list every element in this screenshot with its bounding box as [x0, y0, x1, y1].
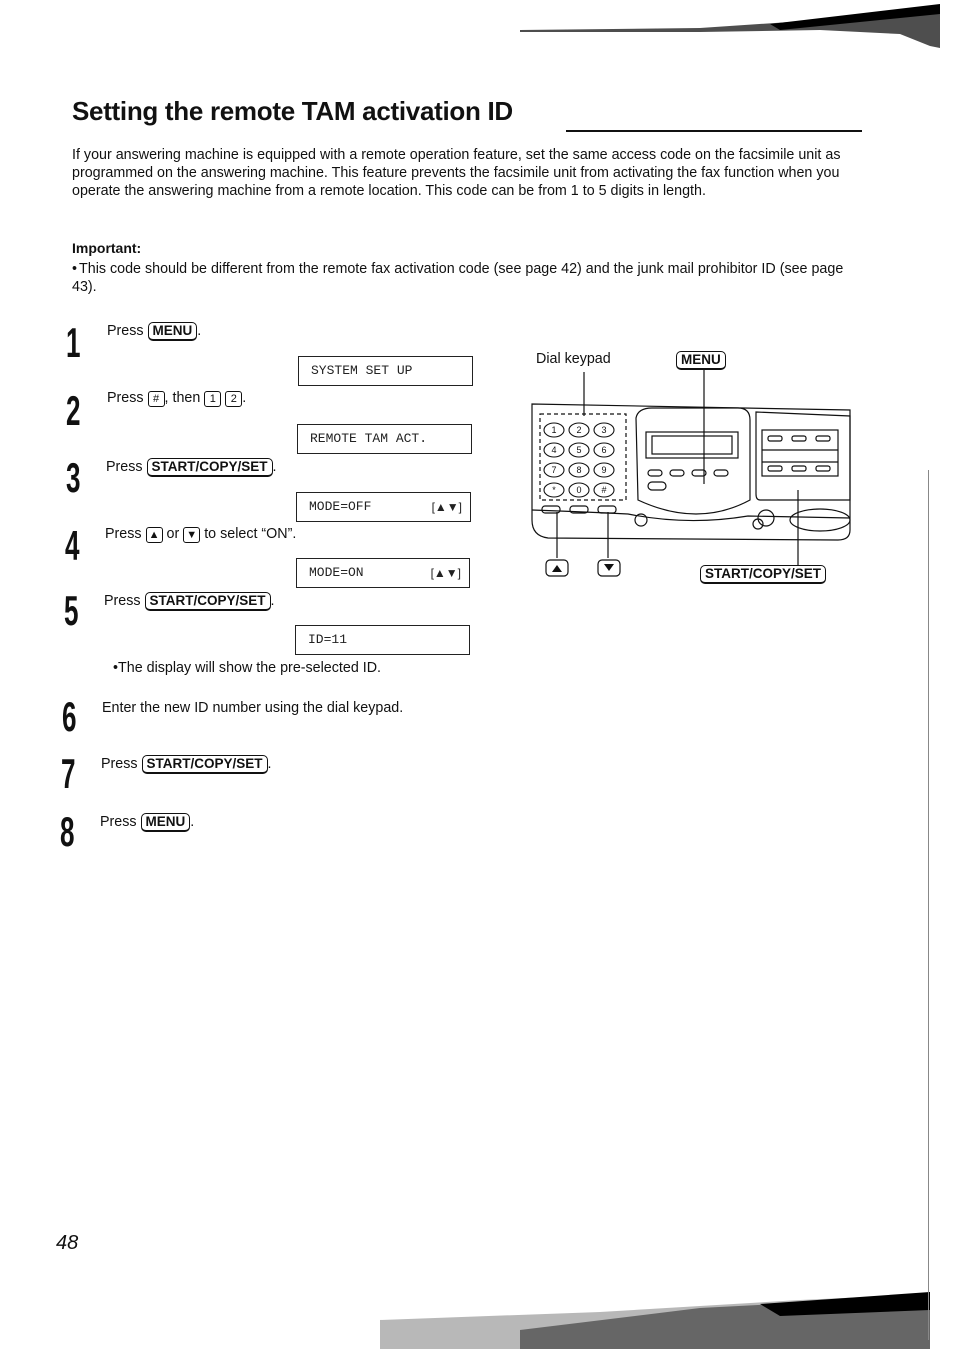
keypad-key-label: 9 [601, 465, 607, 475]
display-text: REMOTE TAM ACT. [310, 431, 428, 446]
important-text: This code should be different from the remote fax activation code (see page 42) and the junk mail prohibitor ID (see page 43). [72, 261, 844, 295]
start-copy-set-key: START/COPY/SET [145, 592, 271, 611]
keypad-key-label: 4 [551, 445, 557, 455]
display-text: ID=11 [308, 632, 348, 647]
period: . [272, 459, 277, 475]
key-2: 2 [225, 391, 242, 407]
up-arrow-key: ▲ [146, 527, 163, 543]
step-number-3: 3 [66, 454, 81, 501]
keypad-key-label: 6 [601, 445, 607, 455]
start-copy-set-key: START/COPY/SET [142, 755, 268, 774]
step-5-text [104, 592, 275, 611]
press-label: Press [104, 593, 141, 609]
step-1-text [107, 322, 201, 341]
bullet: • [72, 261, 78, 277]
period: . [242, 390, 247, 406]
step-3-text [106, 458, 277, 477]
intro-paragraph: If your answering machine is equipped with a remote operation feature, set the same access code on the facsimile unit as programmed on the answering machine. This feature prevents the facsimile unit from activating the fax function when you operate the answering machine from a remote location. This code can be from 1 to 5 digits in length. [72, 147, 841, 199]
display-note: •The display will show the pre-selected ID. [113, 660, 382, 676]
step-number-8: 8 [60, 808, 75, 855]
keypad-key-label: 1 [551, 425, 557, 435]
display-text: MODE=OFF [309, 499, 372, 514]
step-8-text [100, 813, 194, 832]
step-number-7: 7 [61, 750, 76, 797]
hash-key: # [148, 391, 165, 407]
down-arrow-key: ▼ [183, 527, 200, 543]
scan-artifact-top [520, 0, 940, 48]
title-rule [566, 130, 862, 132]
display-remote-tam-act [297, 424, 472, 454]
step-number-5: 5 [64, 587, 79, 634]
scan-artifact-bottom [0, 1290, 954, 1349]
arrow-indicator: [▲▼] [430, 566, 461, 580]
scan-edge-line [928, 470, 929, 1340]
step-2-text [107, 390, 246, 407]
keypad-key-label: 8 [576, 465, 582, 475]
display-text: MODE=ON [309, 565, 364, 580]
period: . [267, 756, 272, 772]
display-mode-on [296, 558, 470, 588]
step-7-text [101, 755, 272, 774]
keypad-key-label: * [552, 485, 556, 495]
step-number-6: 6 [62, 693, 77, 740]
step-number-4: 4 [65, 522, 80, 569]
display-mode-off [296, 492, 471, 522]
arrow-indicator: [▲▼] [431, 500, 462, 514]
step-number-1: 1 [66, 319, 81, 366]
press-label: Press [106, 459, 143, 475]
or-label: or [166, 526, 180, 542]
period: . [270, 593, 275, 609]
fax-machine-illustration [528, 340, 858, 600]
key-1: 1 [204, 391, 221, 407]
menu-key: MENU [141, 813, 191, 832]
start-copy-set-key: START/COPY/SET [700, 565, 826, 584]
menu-key: MENU [148, 322, 198, 341]
select-on-text: to select “ON”. [204, 526, 297, 542]
menu-key: MENU [676, 351, 726, 370]
press-label: Press [105, 526, 142, 542]
page-title: Setting the remote TAM activation ID [72, 96, 513, 126]
keypad-key-label: # [601, 485, 607, 495]
dial-keypad-label: Dial keypad [536, 351, 611, 367]
step-number-2: 2 [66, 387, 81, 434]
press-label: Press [101, 756, 138, 772]
keypad-key-label: 5 [576, 445, 582, 455]
display-id [295, 625, 470, 655]
keypad-key-label: 3 [601, 425, 607, 435]
display-system-set-up [298, 356, 473, 386]
period: . [190, 814, 195, 830]
keypad-key-label: 0 [576, 485, 582, 495]
press-label: Press [107, 323, 144, 339]
display-text: SYSTEM SET UP [311, 363, 413, 378]
keypad-key-label: 7 [551, 465, 557, 475]
press-label: Press [100, 814, 137, 830]
page-number: 48 [56, 1232, 79, 1254]
start-copy-set-key: START/COPY/SET [147, 458, 273, 477]
step-6-text: Enter the new ID number using the dial keypad. [102, 700, 404, 716]
important-note [72, 260, 862, 296]
step-4-text [105, 526, 296, 543]
period: . [197, 323, 202, 339]
keypad-key-label: 2 [576, 425, 582, 435]
press-label: Press [107, 390, 144, 406]
important-heading: Important: [72, 240, 142, 256]
then-label: , then [164, 390, 201, 406]
